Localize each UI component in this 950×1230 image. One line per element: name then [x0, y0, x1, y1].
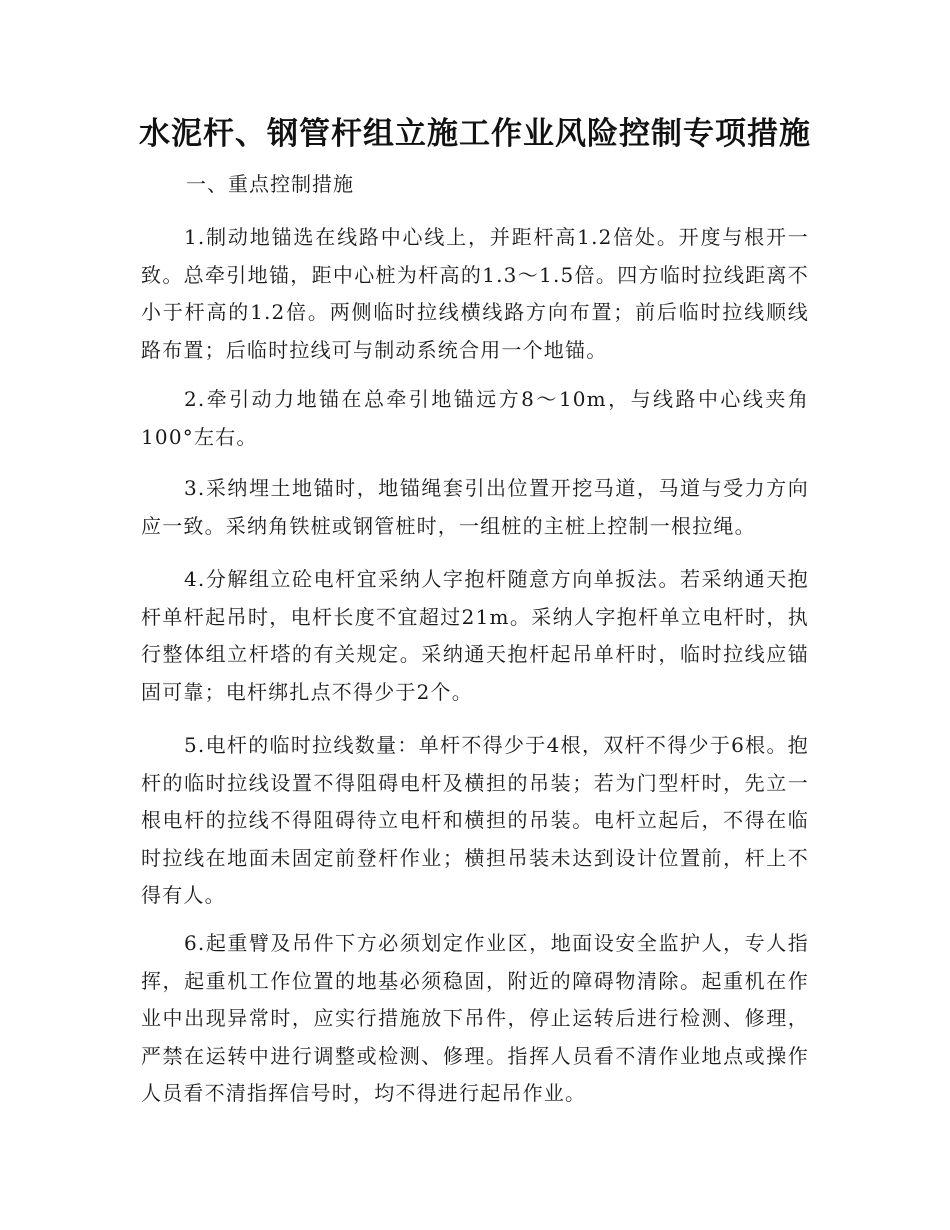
paragraph-1: 1.制动地锚选在线路中心线上，并距杆高1.2倍处。开度与根开一致。总牵引地锚，距中心桩为杆高的1.3～1.5倍。四方临时拉线距离不小于杆高的1.2倍。两侧临时拉线横线路方向布置；前后临时拉线顺线路布置；后临时拉线可与制动系统合用一个地锚。 — [141, 225, 809, 362]
paragraph-2: 2.牵引动力地锚在总牵引地锚远方8～10m，与线路中心线夹角100°左右。 — [141, 387, 809, 449]
paragraph-4: 4.分解组立砼电杆宜采纳人字抱杆随意方向单扳法。若采纳通天抱杆单杆起吊时，电杆长度不宜超过21m。采纳人字抱杆单立电杆时，执行整体组立杆塔的有关规定。采纳通天抱杆起吊单杆时，临时拉线应锚固可靠；电杆绑扎点不得少于2个。 — [141, 567, 809, 704]
paragraph-5: 5.电杆的临时拉线数量：单杆不得少于4根，双杆不得少于6根。抱杆的临时拉线设置不得阻碍电杆及横担的吊装；若为门型杆时，先立一根电杆的拉线不得阻碍待立电杆和横担的吊装。电杆立起后，不得在临时拉线在地面未固定前登杆作业；横担吊装未达到设计位置前，杆上不得有人。 — [141, 733, 809, 907]
paragraph-3: 3.采纳埋土地锚时，地锚绳套引出位置开挖马道，马道与受力方向应一致。采纳角铁桩或钢管桩时，一组桩的主桩上控制一根拉绳。 — [141, 476, 809, 538]
paragraph-6: 6.起重臂及吊件下方必须划定作业区，地面设安全监护人，专人指挥，起重机工作位置的地基必须稳固，附近的障碍物清除。起重机在作业中出现异常时，应实行措施放下吊件，停止运转后进行检测、修理，严禁在运转中进行调整或检测、修理。指挥人员看不清作业地点或操作人员看不清指挥信号时，均不得进行起吊作业。 — [141, 931, 809, 1105]
section-heading: 一、重点控制措施 — [186, 172, 354, 196]
document-title: 水泥杆、钢管杆组立施工作业风险控制专项措施 — [139, 116, 811, 152]
